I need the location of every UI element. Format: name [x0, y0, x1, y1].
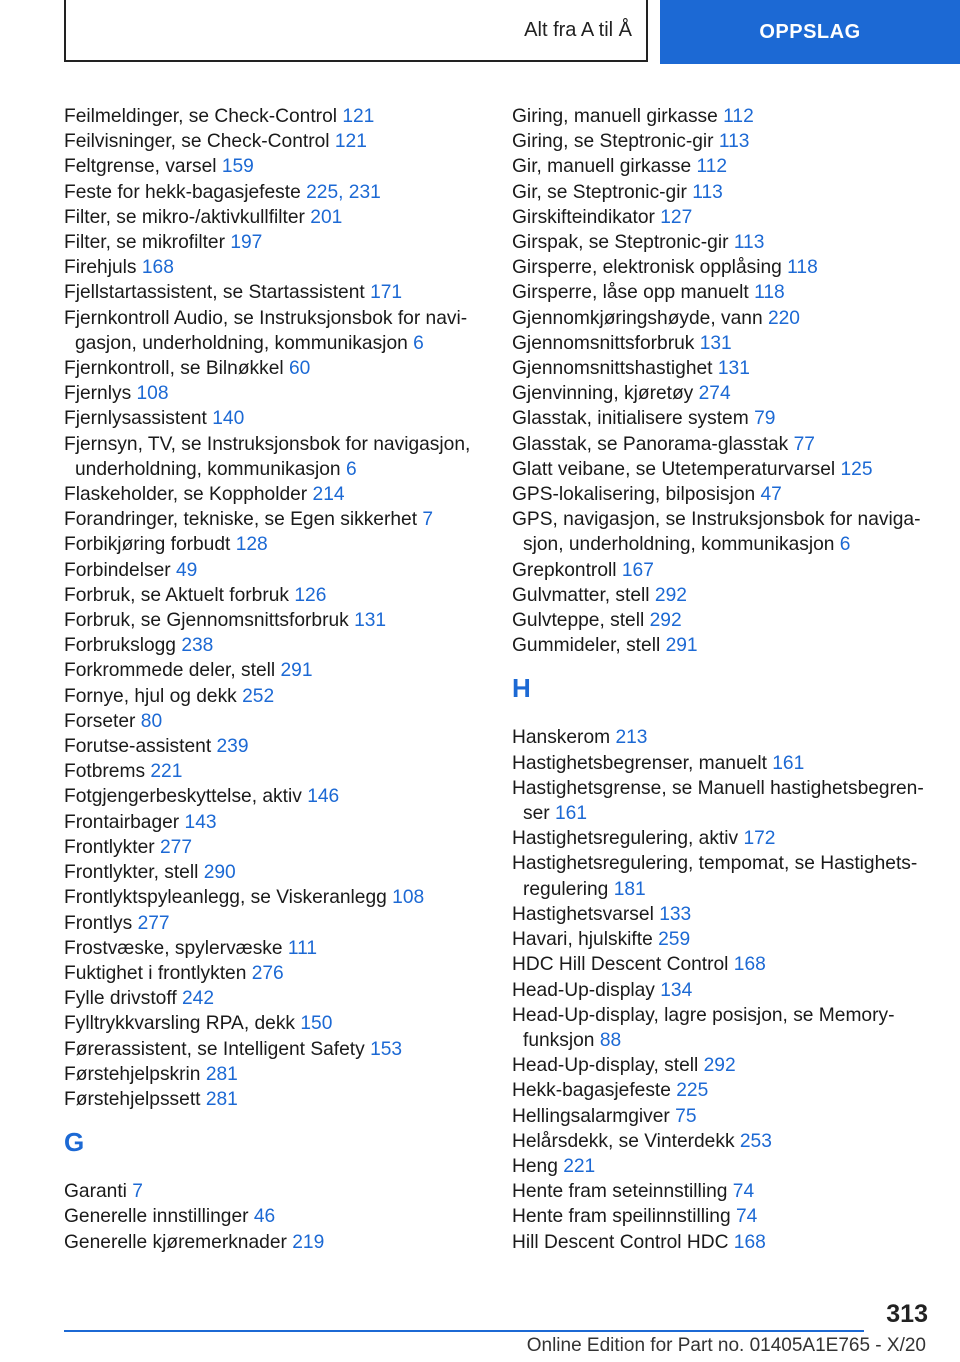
index-entry — [64, 432, 474, 482]
index-entry — [512, 927, 932, 952]
index-entry — [64, 1037, 474, 1062]
index-entry — [64, 860, 474, 885]
index-entry — [512, 826, 932, 851]
index-entry-text: Havari, hjulskifte — [512, 929, 653, 951]
index-entry — [64, 558, 474, 583]
index-entry — [64, 784, 474, 809]
page-reference-link[interactable]: 220 — [767, 307, 800, 329]
page-reference-link[interactable]: 121 — [334, 131, 367, 153]
page-reference-link[interactable]: 239 — [216, 736, 249, 758]
page-reference-link[interactable]: 290 — [203, 862, 236, 884]
page-reference-link[interactable]: 281 — [205, 1088, 238, 1110]
page-reference-link[interactable]: 118 — [787, 257, 818, 279]
index-entry — [64, 936, 474, 961]
index-entry-text: Frostvæske, spylervæske — [64, 937, 283, 959]
index-entry — [64, 709, 474, 734]
index-entry-text: Feilvisninger, se Check-Control — [64, 131, 330, 153]
page-reference-link[interactable]: 113 — [718, 131, 750, 153]
page-reference-link[interactable]: 242 — [182, 988, 215, 1010]
index-entry — [64, 129, 474, 154]
index-entry — [64, 1179, 474, 1204]
index-entry-text: Gjennomkjøringshøyde, vann — [512, 307, 763, 329]
index-entry-text: Girspak, se Steptronic-gir — [512, 232, 729, 254]
page-reference-link[interactable]: 88 — [599, 1029, 622, 1051]
section-title: Alt fra A til Å — [64, 0, 648, 62]
index-entry-text: Head-Up-display, stell — [512, 1055, 699, 1077]
page-reference-link[interactable]: 7 — [422, 509, 434, 531]
page-reference-link[interactable]: 277 — [159, 836, 192, 858]
index-entry — [64, 180, 474, 205]
page-reference-link[interactable]: 292 — [703, 1055, 736, 1077]
index-entry-text: Hill Descent Control HDC — [512, 1231, 729, 1253]
page-reference-link[interactable]: 161 — [555, 803, 588, 825]
page-reference-link[interactable]: 281 — [205, 1063, 238, 1085]
index-entry — [512, 1053, 932, 1078]
index-entry-text: Firehjuls — [64, 257, 137, 279]
index-entry-text: Glasstak, initialisere system — [512, 408, 749, 430]
index-entry — [512, 406, 932, 431]
page-reference-link[interactable]: 108 — [136, 383, 169, 405]
index-entry — [512, 725, 932, 750]
index-entry — [64, 658, 474, 683]
index-entry — [512, 608, 932, 633]
index-entry — [64, 104, 474, 129]
index-entry-text: Forkrommede deler, stell — [64, 660, 276, 682]
page-reference-link[interactable]: 75 — [675, 1105, 697, 1127]
index-letter-heading: H — [512, 673, 531, 704]
index-entry-text: Feste for hekk-bagasjefeste — [64, 181, 301, 203]
page-reference-link[interactable]: 133 — [659, 903, 692, 925]
index-entry-text: Hastighetsgrense, se Manuell hastighetsbegren-ser — [512, 777, 924, 825]
index-entry — [512, 482, 932, 507]
index-entry — [64, 684, 474, 709]
index-column-left — [64, 104, 474, 1255]
index-entry — [512, 129, 932, 154]
index-entry-text: Fylle drivstoff — [64, 988, 177, 1010]
index-entry-text: Helårsdekk, se Vinterdekk — [512, 1130, 735, 1152]
index-entry — [512, 457, 932, 482]
page-reference-link[interactable]: 60 — [289, 358, 311, 380]
page-reference-link[interactable]: 46 — [253, 1206, 276, 1228]
page-reference-link[interactable]: 225 — [676, 1080, 709, 1102]
page-reference-link[interactable]: 171 — [370, 282, 403, 304]
page-reference-link[interactable]: 291 — [280, 660, 313, 682]
page-reference-link[interactable]: 112 — [723, 106, 754, 127]
index-entry-text: Frontairbager — [64, 811, 180, 833]
page-number: 313 — [886, 1300, 928, 1328]
index-entry — [512, 306, 932, 331]
chapter-tab[interactable]: OPPSLAG — [660, 0, 960, 64]
page-reference-link[interactable]: 74 — [732, 1181, 755, 1203]
index-entry — [512, 432, 932, 457]
index-entry-text: Forandringer, tekniske, se Egen sikkerhet — [64, 509, 418, 531]
page-reference-link[interactable]: 213 — [615, 727, 648, 749]
index-entry-text: Head-Up-display — [512, 979, 655, 1001]
index-column-right — [512, 104, 932, 1255]
page-reference-link[interactable]: 238 — [181, 635, 214, 657]
index-entry — [64, 381, 474, 406]
page-reference-link[interactable]: 126 — [294, 584, 327, 606]
index-entry-text: Garanti — [64, 1181, 127, 1203]
page-reference-link[interactable]: 221 — [150, 761, 183, 783]
page-reference-link[interactable]: 127 — [660, 206, 693, 228]
page-reference-link[interactable]: 219 — [292, 1231, 325, 1253]
index-entry — [512, 381, 932, 406]
footer-divider — [64, 1330, 864, 1332]
index-entry — [512, 1003, 932, 1053]
page-reference-link[interactable]: 6 — [345, 458, 357, 480]
index-entry-text: Førstehjelpssett — [64, 1088, 201, 1110]
page-reference-link[interactable]: 172 — [743, 828, 776, 850]
index-list — [64, 104, 474, 1112]
index-entry-text: Fotgjengerbeskyttelse, aktiv — [64, 786, 302, 808]
index-entry — [512, 1204, 932, 1229]
index-entry-text: GPS, navigasjon, se Instruksjonsbok for naviga-sjon, underholdning, kommunikasjon — [512, 509, 921, 556]
index-entry-text: Hekk-bagasjefeste — [512, 1080, 671, 1102]
page-reference-link[interactable]: 113 — [692, 181, 723, 203]
index-entry — [64, 306, 474, 356]
page-reference-link[interactable]: 291 — [665, 635, 698, 657]
index-list — [512, 104, 932, 658]
index-entry-text: Gulvmatter, stell — [512, 584, 650, 606]
index-entry-text: Generelle kjøremerknader — [64, 1231, 287, 1253]
index-letter-heading: G — [64, 1127, 85, 1158]
index-entry — [64, 1230, 474, 1255]
page-reference-link[interactable]: 121 — [342, 106, 375, 127]
index-entry-text: Forbikjøring forbudt — [64, 534, 231, 556]
index-entry-text: Hente fram seteinnstilling — [512, 1181, 728, 1203]
index-entry — [512, 1154, 932, 1179]
page-reference-link[interactable]: 118 — [754, 282, 785, 304]
page-reference-link[interactable]: 140 — [212, 408, 245, 430]
footer-edition-text: Online Edition for Part no. 01405A1E765 - X/20 — [526, 1335, 926, 1356]
page-reference-link[interactable]: 7 — [132, 1181, 143, 1203]
index-entry — [64, 986, 474, 1011]
index-entry-text: HDC Hill Descent Control — [512, 954, 729, 976]
index-entry — [512, 558, 932, 583]
index-entry-text: Hellingsalarmgiver — [512, 1105, 670, 1127]
index-entry — [64, 1204, 474, 1229]
index-entry-text: Girsperre, låse opp manuelt — [512, 282, 749, 304]
page-reference-link[interactable]: 6 — [839, 534, 851, 556]
page-reference-link[interactable]: 131 — [717, 358, 750, 380]
index-entry-text: Forutse-assistent — [64, 736, 212, 758]
index-entry-text: GPS-lokalisering, bilposisjon — [512, 484, 756, 506]
index-entry-text: Fjernkontroll Audio, se Instruksjonsbok for navi-gasjon, underholdning, kommunikasjon — [64, 307, 468, 354]
index-entry — [512, 1078, 932, 1103]
index-entry — [512, 331, 932, 356]
index-entry-text: Gjenvinning, kjøretøy — [512, 383, 694, 405]
index-entry — [512, 255, 932, 280]
page-reference-link[interactable]: 181 — [613, 878, 646, 900]
index-entry-text: Fylltrykkvarsling RPA, dekk — [64, 1013, 296, 1035]
index-list — [512, 725, 932, 1254]
page-reference-link[interactable]: 221 — [563, 1155, 596, 1177]
index-entry — [64, 406, 474, 431]
index-entry-text: Førstehjelpskrin — [64, 1063, 201, 1085]
index-entry-text: Frontlykter — [64, 836, 155, 858]
index-entry-text: Frontlykter, stell — [64, 862, 199, 884]
index-entry — [512, 356, 932, 381]
index-entry — [64, 280, 474, 305]
index-entry-text: Feltgrense, varsel — [64, 156, 217, 178]
page-reference-link[interactable]: 225, 231 — [306, 181, 381, 203]
index-entry — [512, 104, 932, 129]
page-reference-link[interactable]: 274 — [698, 383, 731, 405]
page-reference-link[interactable]: 131 — [354, 610, 387, 632]
index-entry-text: Giring, se Steptronic-gir — [512, 131, 714, 153]
page-reference-link[interactable]: 253 — [739, 1130, 772, 1152]
index-entry — [512, 583, 932, 608]
index-entry — [512, 1179, 932, 1204]
index-entry-text: Frontlys — [64, 912, 133, 934]
page-reference-link[interactable]: 49 — [176, 559, 198, 581]
index-entry-text: Gir, manuell girkasse — [512, 156, 692, 178]
index-entry — [512, 952, 932, 977]
page-reference-link[interactable]: 134 — [660, 979, 693, 1001]
page-reference-link[interactable]: 150 — [300, 1013, 333, 1035]
page-reference-link[interactable]: 201 — [310, 206, 343, 228]
index-entry — [64, 1011, 474, 1036]
index-entry-text: Gjennomsnittsforbruk — [512, 332, 695, 354]
index-entry-text: Head-Up-display, lagre posisjon, se Memory-funksjon — [512, 1004, 895, 1051]
page-reference-link[interactable]: 168 — [733, 954, 766, 976]
index-entry-text: Forbruk, se Gjennomsnittsforbruk — [64, 610, 349, 632]
page-reference-link[interactable]: 167 — [621, 559, 654, 581]
index-entry — [512, 978, 932, 1003]
index-entry-text: Grepkontroll — [512, 559, 617, 581]
index-entry-text: Forseter — [64, 710, 136, 732]
index-entry-text: Hastighetsregulering, tempomat, se Hastighets-regulering — [512, 853, 918, 900]
index-entry — [512, 1230, 932, 1255]
index-entry — [64, 230, 474, 255]
index-entry — [512, 180, 932, 205]
index-entry — [512, 851, 932, 901]
page-header — [64, 0, 960, 64]
index-entry-text: Fuktighet i frontlykten — [64, 962, 247, 984]
index-entry — [512, 280, 932, 305]
index-entry-text: Glasstak, se Panorama-glasstak — [512, 433, 789, 455]
index-entry-text: Flaskeholder, se Koppholder — [64, 484, 308, 506]
index-entry-text: Førerassistent, se Intelligent Safety — [64, 1038, 365, 1060]
index-entry-text: Fjernsyn, TV, se Instruksjonsbok for navigasjon, underholdning, kommunikasjon — [64, 433, 471, 480]
index-entry — [512, 154, 932, 179]
index-entry — [64, 633, 474, 658]
index-entry — [64, 356, 474, 381]
index-entry — [64, 885, 474, 910]
index-entry-text: Hastighetsvarsel — [512, 903, 654, 925]
index-entry-text: Forbindelser — [64, 559, 171, 581]
index-entry-text: Fjernlys — [64, 383, 132, 405]
index-entry-text: Fjernkontroll, se Bilnøkkel — [64, 358, 284, 380]
index-entry-text: Hastighetsbegrenser, manuelt — [512, 752, 767, 774]
index-entry-text: Fotbrems — [64, 761, 146, 783]
index-entry-text: Hente fram speilinnstilling — [512, 1206, 731, 1228]
index-entry — [512, 1104, 932, 1129]
page-reference-link[interactable]: 125 — [840, 458, 873, 480]
page-reference-link[interactable]: 111 — [287, 937, 318, 959]
index-entry-text: Hastighetsregulering, aktiv — [512, 828, 739, 850]
index-entry — [512, 507, 932, 557]
index-entry-text: Gir, se Steptronic-gir — [512, 181, 687, 203]
index-entry — [512, 230, 932, 255]
page-reference-link[interactable]: 77 — [793, 433, 815, 455]
index-entry-text: Heng — [512, 1155, 558, 1177]
page-reference-link[interactable]: 153 — [370, 1038, 403, 1060]
index-entry — [512, 902, 932, 927]
page-reference-link[interactable]: 6 — [413, 332, 424, 354]
index-entry — [64, 734, 474, 759]
page-reference-link[interactable]: 259 — [658, 929, 691, 951]
index-entry — [64, 810, 474, 835]
index-entry-text: Gjennomsnittshastighet — [512, 358, 713, 380]
page-reference-link[interactable]: 108 — [392, 887, 425, 909]
page-reference-link[interactable]: 128 — [235, 534, 268, 556]
page-reference-link[interactable]: 292 — [649, 610, 682, 632]
index-entry — [64, 205, 474, 230]
index-entry-text: Frontlyktspyleanlegg, se Viskeranlegg — [64, 887, 387, 909]
page-reference-link[interactable]: 276 — [251, 962, 284, 984]
index-entry — [512, 1129, 932, 1154]
index-entry — [512, 751, 932, 776]
index-entry-text: Gulvteppe, stell — [512, 610, 645, 632]
page-reference-link[interactable]: 214 — [312, 484, 345, 506]
index-entry — [64, 482, 474, 507]
index-entry — [64, 961, 474, 986]
index-entry-text: Fornye, hjul og dekk — [64, 685, 237, 707]
index-entry-text: Filter, se mikrofilter — [64, 232, 225, 254]
index-entry — [64, 1087, 474, 1112]
index-entry-text: Glatt veibane, se Utetemperaturvarsel — [512, 458, 836, 480]
page-reference-link[interactable]: 252 — [242, 685, 275, 707]
index-entry-text: Gummideler, stell — [512, 635, 661, 657]
index-entry — [64, 507, 474, 532]
page-reference-link[interactable]: 159 — [221, 156, 254, 178]
index-entry — [512, 205, 932, 230]
index-entry — [64, 532, 474, 557]
index-list — [64, 1179, 474, 1255]
index-entry-text: Girsperre, elektronisk opplåsing — [512, 257, 782, 279]
index-entry — [64, 583, 474, 608]
page-reference-link[interactable]: 113 — [733, 232, 765, 254]
page-reference-link[interactable]: 168 — [733, 1231, 766, 1253]
index-entry — [64, 154, 474, 179]
page-reference-link[interactable]: 79 — [754, 408, 776, 430]
index-entry — [512, 633, 932, 658]
index-entry — [64, 608, 474, 633]
page-reference-link[interactable]: 143 — [184, 811, 217, 833]
page-reference-link[interactable]: 146 — [307, 786, 340, 808]
index-entry-text: Filter, se mikro-/aktivkullfilter — [64, 206, 305, 228]
page-reference-link[interactable]: 74 — [735, 1206, 758, 1228]
index-entry-text: Feilmeldinger, se Check-Control — [64, 106, 337, 127]
page-reference-link[interactable]: 277 — [137, 912, 170, 934]
page-reference-link[interactable]: 161 — [772, 752, 805, 774]
index-entry-text: Forbrukslogg — [64, 635, 176, 657]
index-entry-text: Fjellstartassistent, se Startassistent — [64, 282, 365, 304]
index-entry-text: Fjernlysassistent — [64, 408, 207, 430]
index-entry — [64, 1062, 474, 1087]
index-entry — [64, 835, 474, 860]
index-entry — [512, 776, 932, 826]
index-entry-text: Generelle innstillinger — [64, 1206, 249, 1228]
index-entry-text: Girskifteindikator — [512, 206, 655, 228]
page-reference-link[interactable]: 197 — [230, 232, 263, 254]
page-reference-link[interactable]: 47 — [760, 484, 782, 506]
page-reference-link[interactable]: 292 — [654, 584, 687, 606]
page-reference-link[interactable]: 80 — [140, 710, 163, 732]
index-entry-text: Hanskerom — [512, 727, 611, 749]
index-entry — [64, 759, 474, 784]
page-reference-link[interactable]: 131 — [699, 332, 732, 354]
index-entry-text: Giring, manuell girkasse — [512, 106, 718, 127]
index-entry — [64, 911, 474, 936]
page-reference-link[interactable]: 168 — [141, 257, 174, 279]
index-entry-text: Forbruk, se Aktuelt forbruk — [64, 584, 290, 606]
page-reference-link[interactable]: 112 — [696, 156, 728, 178]
index-entry — [64, 255, 474, 280]
